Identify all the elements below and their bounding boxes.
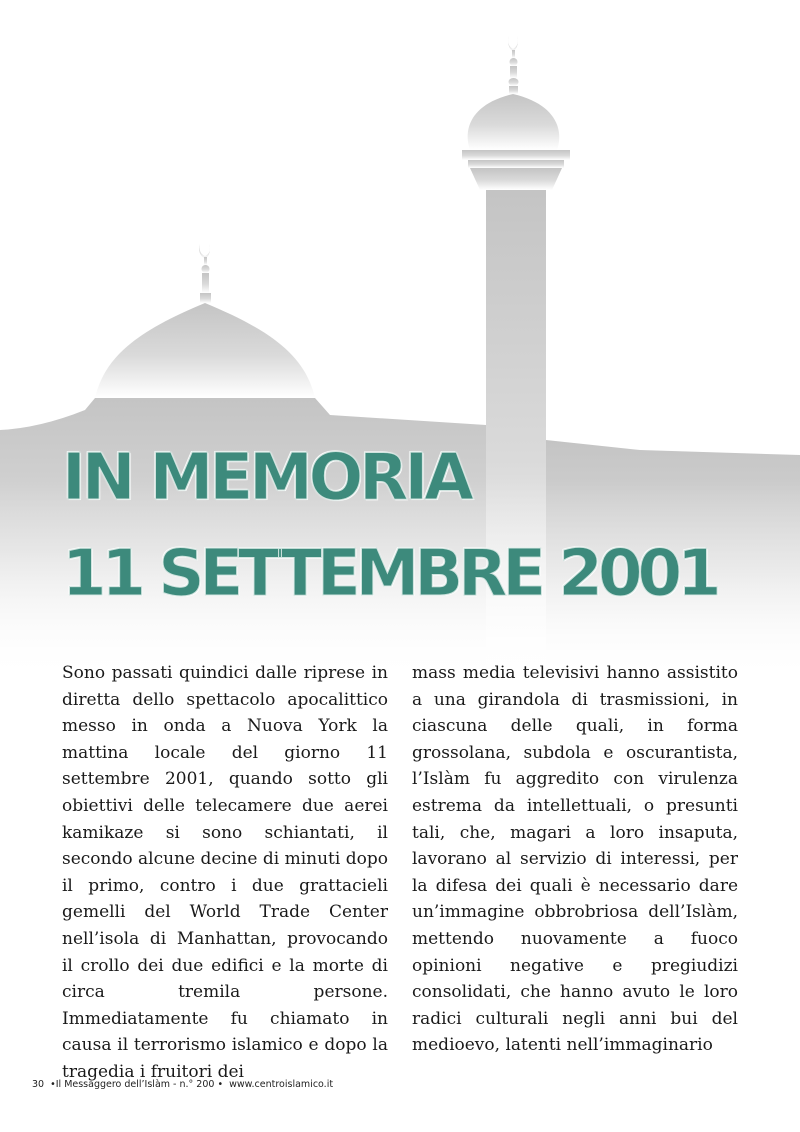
article-title-line-1: IN MEMORIA	[62, 441, 470, 515]
publication-info: •Il Messaggero dell’Islàm - n.° 200 •	[50, 1079, 224, 1090]
article-column-left: Sono passati quindici dalle riprese in diretta dello spettacolo apocalittico messo in onda a Nuova York la mattina locale del giorno 11 settembre 2001, quando sotto gli obiettivi delle telecamere due aerei kamikaze si sono schiantati, il secondo alcune decine di minuti dopo il primo, contro i due grattacieli gemelli del World Trade Center nell’isola di Manhattan, provocando il crollo dei due edifici e la morte di circa tremila persone. Immediatamente fu chiamato in causa il terrorismo islamico e dopo la tragedia i fruitori dei	[62, 663, 388, 1082]
page-number: 30	[32, 1079, 45, 1090]
website-text: www.centroislamico.it	[229, 1079, 334, 1090]
article-column-right: mass media televisivi hanno assistito a una girandola di trasmissioni, in ciascuna delle quali, in forma grossolana, subdola e oscurantista, l’Islàm fu aggredito con virulenza estrema da intellettuali, o presunti tali, che, magari a loro insaputa, lavorano al servizio di interessi, per la difesa dei quali è necessario dare un’immagine obbrobriosa dell’Islàm, mettendo nuovamente a fuoco opinioni negative e pregiudizi consolidati, che hanno avuto le loro radici culturali negli anni bui del medioevo, latenti nell’immaginario	[412, 663, 738, 1056]
page-footer	[32, 1079, 336, 1090]
article-title-line-2: 11 SETTEMBRE 2001	[62, 537, 717, 611]
